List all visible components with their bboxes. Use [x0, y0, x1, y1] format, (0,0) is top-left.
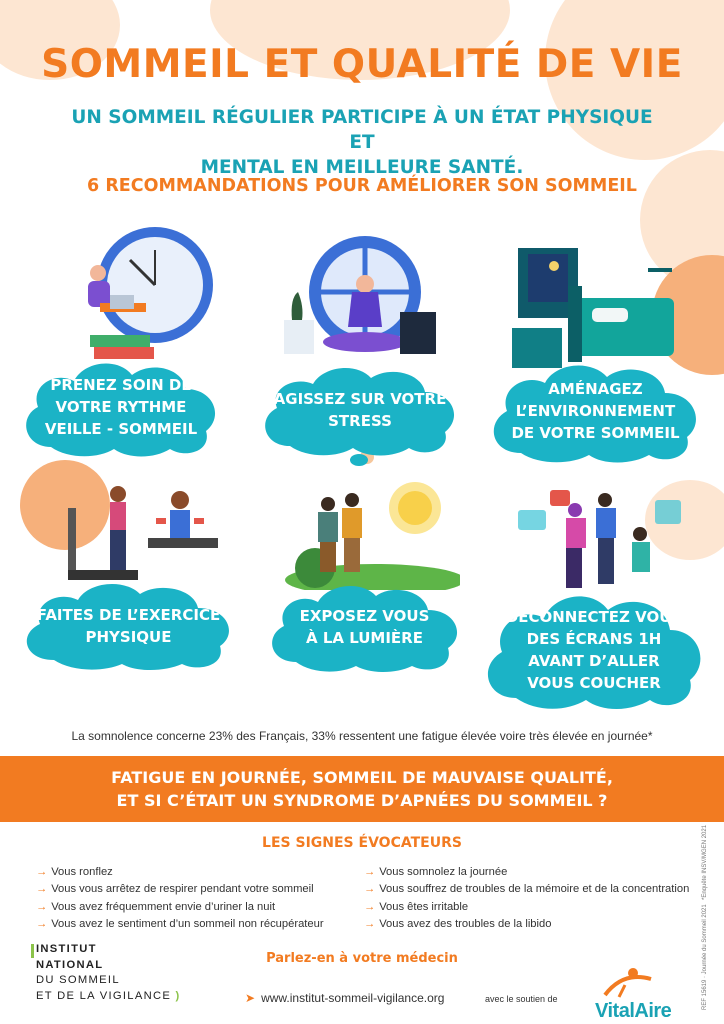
recommendation-cloud-ecrans [478, 588, 710, 712]
talk-to-doctor: Parlez-en à votre médecin [266, 951, 458, 966]
signs-title: LES SIGNES ÉVOCATEURS [262, 835, 462, 851]
recommendation-text: DÉCONNECTEZ VOUS DES ÉCRANS 1H AVANT D’ALLER VOUS COUCHER [505, 608, 683, 692]
list-item: → Vous vous arrêtez de respirer pendant votre sommeil [36, 883, 314, 896]
recommendation-text: FAITES DE L’EXERCICE PHYSIQUE [36, 606, 221, 646]
vitalaire-figure-icon [595, 965, 655, 999]
side-note-ref: REF 15619 · Journée du Sommeil 2021 [702, 904, 708, 1010]
list-item: → Vous avez fréquemment envie d’uriner la nuit [36, 900, 276, 913]
arrow-right-icon: → [36, 883, 48, 896]
clock-illustration-icon [70, 225, 220, 365]
recommendation-cloud-exercice [16, 580, 241, 672]
arrow-right-icon: → [36, 866, 48, 878]
paper-plane-icon: ➤ [245, 991, 256, 1005]
recommendations-title: 6 RECOMMANDATIONS POUR AMÉLIORER SON SOMMEIL [87, 176, 637, 196]
arrow-right-icon: → [364, 917, 376, 930]
recommendation-cloud-rythme [16, 355, 226, 459]
list-item: → Vous avez des troubles de la libido [364, 917, 552, 930]
list-item: → Vous ronflez [36, 866, 113, 878]
logo-bracket-icon: ) [175, 989, 181, 1002]
bedroom-illustration-icon [508, 248, 678, 370]
arrow-right-icon: → [36, 900, 48, 913]
recommendation-text: AMÉNAGEZ L’ENVIRONNEMENT DE VOTRE SOMMEIL [511, 380, 680, 442]
recommendation-text: PRENEZ SOIN DE VOTRE RYTHME VEILLE - SOMMEIL [44, 376, 198, 438]
list-item: → Vous avez le sentiment d’un sommeil non récupérateur [36, 917, 324, 930]
meditation-illustration-icon [270, 232, 460, 377]
recommendation-cloud-lumiere [262, 580, 467, 674]
arrow-right-icon: → [364, 866, 376, 878]
cloud-dot [350, 454, 368, 466]
arrow-right-icon: → [364, 883, 376, 896]
signs-list-left [36, 864, 324, 933]
recommendation-text: AGISSEZ SUR VOTRE STRESS [273, 390, 447, 430]
list-item: → Vous souffrez de troubles de la mémoire et de la concentration [364, 883, 690, 896]
hikers-sunlight-illustration-icon [280, 470, 460, 590]
side-note-survey: *Enquête INSV/MGEN 2021 [702, 824, 708, 900]
signs-list-right [364, 864, 689, 933]
recommendation-cloud-stress [255, 362, 465, 458]
apnea-question-banner: FATIGUE EN JOURNÉE, SOMMEIL DE MAUVAISE QUALITÉ, ET SI C’ÉTAIT UN SYNDROME D’APNÉES DU SOMMEIL ? [0, 756, 724, 822]
arrow-right-icon: → [36, 917, 48, 930]
statistic-text: La somnolence concerne 23% des Français, 33% ressentent une fatigue élevée voire très élevée en journée* [71, 729, 653, 743]
recommendation-cloud-environnement [483, 357, 708, 465]
arrow-right-icon: → [364, 900, 376, 913]
website-link[interactable]: ➤ www.institut-sommeil-vigilance.org [245, 991, 445, 1005]
recommendation-text: EXPOSEZ VOUS À LA LUMIÈRE [299, 607, 430, 647]
screens-illustration-icon [510, 490, 695, 600]
vitalaire-logo: VitalAire [595, 965, 671, 1023]
exercise-illustration-icon [58, 478, 228, 590]
page-subtitle: UN SOMMEIL RÉGULIER PARTICIPE À UN ÉTAT PHYSIQUE ET MENTAL EN MEILLEURE SANTÉ. [71, 107, 653, 178]
page-title: SOMMEIL ET QUALITÉ DE VIE [41, 42, 683, 87]
institute-logo: INSTITUT NATIONAL DU SOMMEIL ET DE LA VIGILANCE ) [36, 942, 181, 1004]
support-text: avec le soutien de [485, 994, 558, 1004]
list-item: → Vous êtes irritable [364, 900, 469, 913]
list-item: → Vous somnolez la journée [364, 866, 508, 878]
